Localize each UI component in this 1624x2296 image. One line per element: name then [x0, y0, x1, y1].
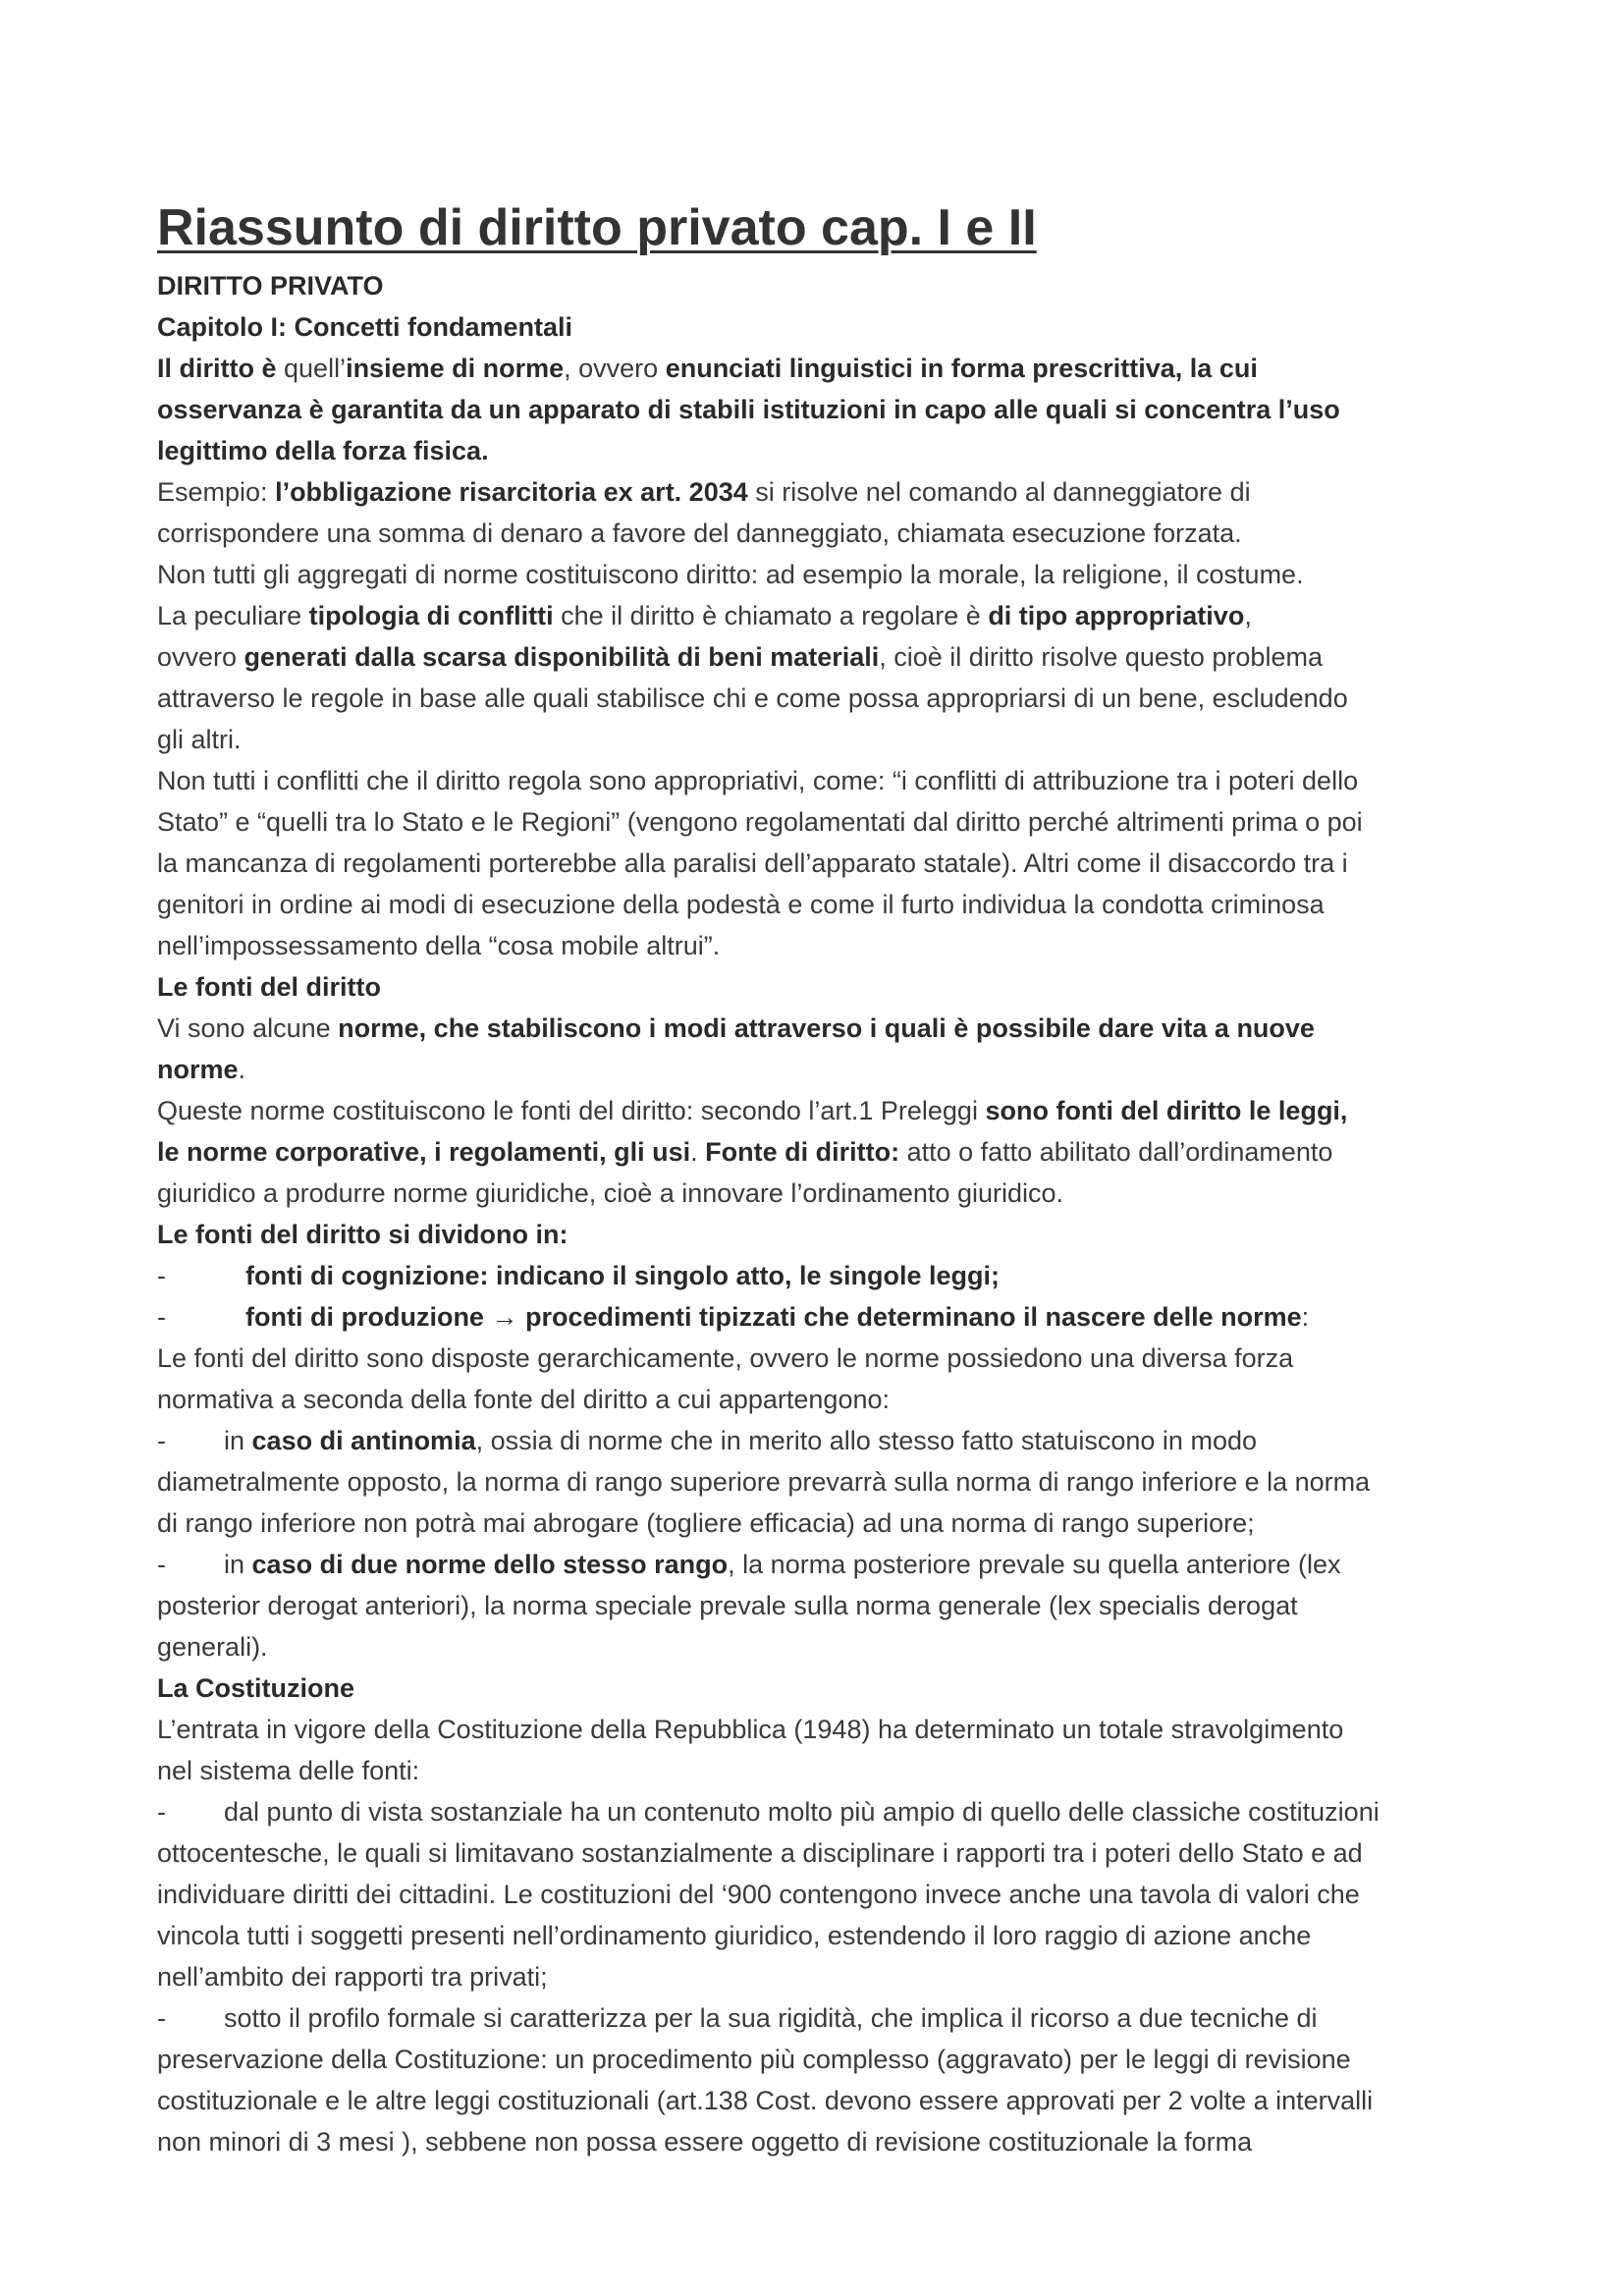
text-line: individuare diritti dei cittadini. Le costituzioni del ‘900 contengono invece anche una tavola di valori che — [157, 1880, 1360, 1909]
text-line: nel sistema delle fonti: — [157, 1756, 420, 1785]
text-line: nell’impossessamento della “cosa mobile altrui”. — [157, 931, 721, 960]
example-line: Esempio: l’obbligazione risarcitoria ex art. 2034 si risolve nel comando al danneggiatore di — [157, 477, 1251, 507]
text-line: le norme corporative, i regolamenti, gli usi. Fonte di diritto: atto o fatto abilitato dall’ordinamento — [157, 1137, 1333, 1167]
text-line: L’entrata in vigore della Costituzione della Repubblica (1948) ha determinato un totale stravolgimento — [157, 1715, 1344, 1744]
text-line: Vi sono alcune norme, che stabiliscono i modi attraverso i quali è possibile dare vita a nuove — [157, 1013, 1315, 1043]
document-title: Riassunto di diritto privato cap. I e II — [157, 199, 1037, 256]
text-line: diametralmente opposto, la norma di rango superiore prevarrà sulla norma di rango inferiore e la norma — [157, 1467, 1371, 1497]
definition-line: Il diritto è quell’insieme di norme, ovvero enunciati linguistici in forma prescrittiva, la cui — [157, 354, 1258, 383]
list-item: - sotto il profilo formale si caratterizza per la sua rigidità, che implica il ricorso a due tecniche di — [157, 2003, 1318, 2033]
list-item: - in caso di due norme dello stesso rango, la norma posteriore prevale su quella anteriore (lex — [157, 1550, 1341, 1579]
list-heading: Le fonti del diritto si dividono in: — [157, 1220, 568, 1249]
text-line: la mancanza di regolamenti porterebbe alla paralisi dell’apparato statale). Altri come il disaccordo tra i — [157, 848, 1348, 878]
text-line: normativa a seconda della fonte del diritto a cui appartengono: — [157, 1385, 890, 1414]
list-item: - in caso di antinomia, ossia di norme che in merito allo stesso fatto statuiscono in modo — [157, 1426, 1257, 1455]
text-line: Queste norme costituiscono le fonti del diritto: secondo l’art.1 Preleggi sono fonti del diritto le leggi, — [157, 1096, 1348, 1125]
section-heading-fonti: Le fonti del diritto — [157, 972, 381, 1002]
text-line: Non tutti gli aggregati di norme costituiscono diritto: ad esempio la morale, la religione, il costume. — [157, 560, 1304, 589]
list-item: - dal punto di vista sostanziale ha un contenuto molto più ampio di quello delle classiche costituzioni — [157, 1797, 1380, 1827]
text-line: nell’ambito dei rapporti tra privati; — [157, 1962, 548, 1992]
text-line: posterior derogat anteriori), la norma speciale prevale sulla norma generale (lex specialis derogat — [157, 1591, 1298, 1620]
section-heading-costituzione: La Costituzione — [157, 1673, 354, 1703]
text-line: La peculiare tipologia di conflitti che il diritto è chiamato a regolare è di tipo appropriativo, — [157, 601, 1252, 630]
text-line: di rango inferiore non potrà mai abrogare (togliere efficacia) ad una norma di rango superiore; — [157, 1508, 1255, 1538]
definition-line: osservanza è garantita da un apparato di stabili istituzioni in capo alle quali si concentra l’uso — [157, 395, 1340, 424]
text-line: preservazione della Costituzione: un procedimento più complesso (aggravato) per le leggi di revisione — [157, 2045, 1351, 2074]
text-line: giuridico a produrre norme giuridiche, cioè a innovare l’ordinamento giuridico. — [157, 1178, 1063, 1208]
text-line: ottocentesche, le quali si limitavano sostanzialmente a disciplinare i rapporti tra i poteri dello Stato e ad — [157, 1838, 1363, 1868]
example-line: corrispondere una somma di denaro a favore del danneggiato, chiamata esecuzione forzata. — [157, 519, 1242, 548]
text-line: gli altri. — [157, 725, 242, 754]
text-line: Non tutti i conflitti che il diritto regola sono appropriativi, come: “i conflitti di attribuzione tra i poteri dello — [157, 766, 1359, 795]
text-line: genitori in ordine ai modi di esecuzione della podestà e come il furto individua la condotta criminosa — [157, 890, 1325, 919]
text-line: Stato” e “quelli tra lo Stato e le Regioni” (vengono regolamentati dal diritto perché altrimenti prima o poi — [157, 807, 1363, 837]
text-line: generali). — [157, 1632, 268, 1662]
text-line: vincola tutti i soggetti presenti nell’ordinamento giuridico, estendendo il loro raggio di azione anche — [157, 1921, 1312, 1950]
definition-line: legittimo della forza fisica. — [157, 436, 489, 465]
chapter-heading: Capitolo I: Concetti fondamentali — [157, 312, 572, 342]
text-line: attraverso le regole in base alle quali stabilisce chi e come possa appropriarsi di un bene, escludendo — [157, 683, 1348, 713]
document-page — [157, 194, 1492, 2162]
list-item: - fonti di produzione → procedimenti tipizzati che determinano il nascere delle norme: — [157, 1302, 1310, 1332]
list-item: - fonti di cognizione: indicano il singolo atto, le singole leggi; — [157, 1261, 1000, 1290]
section-heading: DIRITTO PRIVATO — [157, 271, 384, 301]
text-line: non minori di 3 mesi ), sebbene non possa essere oggetto di revisione costituzionale la forma — [157, 2127, 1253, 2157]
text-line: costituzionale e le altre leggi costituzionali (art.138 Cost. devono essere approvati per 2 volte a intervalli — [157, 2086, 1374, 2115]
text-line: ovvero generati dalla scarsa disponibilità di beni materiali, cioè il diritto risolve questo problema — [157, 642, 1323, 672]
text-line: norme. — [157, 1055, 246, 1084]
text-line: Le fonti del diritto sono disposte gerarchicamente, ovvero le norme possiedono una diversa forza — [157, 1343, 1294, 1373]
